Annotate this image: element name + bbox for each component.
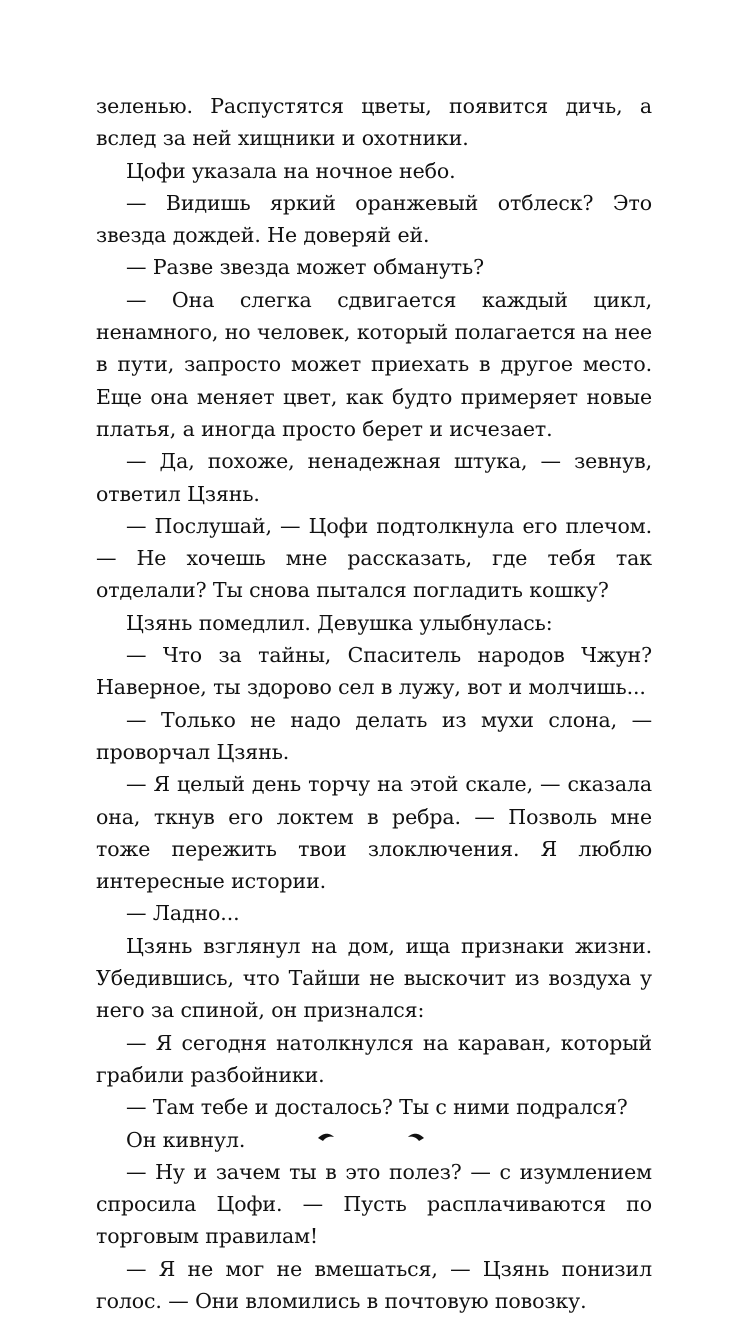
paragraph-1: зеленью. Распустятся цветы, появится дичь, а вслед за ней хищники и охотники. bbox=[96, 94, 652, 151]
paragraph-7: — Послушай, — Цофи подтолкнула его плечом. — Не хочешь мне рассказать, где тебя так отделали? Ты снова пытался погладить кошку? bbox=[96, 513, 652, 603]
paragraph-18: — Я не мог не вмешаться, — Цзянь понизил голос. — Они вломились в почтовую повозку. bbox=[96, 1256, 652, 1313]
paragraph-16: Он кивнул. bbox=[126, 1127, 246, 1152]
ornament-right-flourish bbox=[408, 1134, 424, 1141]
paragraph-15: — Там тебе и досталось? Ты с ними подрался? bbox=[126, 1095, 628, 1120]
paragraph-3: — Видишь яркий оранжевый отблеск? Это звезда дождей. Не доверяй ей. bbox=[96, 190, 652, 248]
ornament-left-flourish bbox=[318, 1134, 334, 1141]
paragraph-13: Цзянь взглянул на дом, ища признаки жизни. Убедившись, что Тайши не выскочит из воздуха у него за спиной, он признался: bbox=[96, 933, 652, 1023]
paragraph-9: — Что за тайны, Спаситель народов Чжун? Наверное, ты здорово сел в лужу, вот и молчишь... bbox=[96, 643, 652, 700]
paragraph-10: — Только не надо делать из мухи слона, — проворчал Цзянь. bbox=[96, 707, 652, 764]
paragraph-14: — Я сегодня натолкнулся на караван, который грабили разбойники. bbox=[96, 1030, 652, 1087]
page-footer-ornament-icon bbox=[316, 1128, 426, 1146]
paragraph-6: — Да, похоже, ненадежная штука, — зевнув, ответил Цзянь. bbox=[96, 449, 652, 506]
paragraph-5: — Она слегка сдвигается каждый цикл, ненамного, но человек, который полагается на нее в пути, запросто может приехать в другое место. Еще она меняет цвет, как будто примеряет новые платья, а иногда просто берет и исчезает. bbox=[96, 287, 652, 441]
paragraph-12: — Ладно... bbox=[126, 901, 240, 926]
paragraph-4: — Разве звезда может обмануть? bbox=[126, 255, 485, 280]
paragraph-17: — Ну и зачем ты в это полез? — с изумлением спросила Цофи. — Пусть расплачиваются по торговым правилам! bbox=[96, 1159, 652, 1249]
paragraph-2: Цофи указала на ночное небо. bbox=[126, 158, 456, 183]
paragraph-8: Цзянь помедлил. Девушка улыбнулась: bbox=[126, 610, 553, 635]
paragraph-11: — Я целый день торчу на этой скале, — сказала она, ткнув его локтем в ребра. — Позволь мне тоже пережить твои злоключения. Я люблю интересные истории. bbox=[96, 772, 652, 894]
